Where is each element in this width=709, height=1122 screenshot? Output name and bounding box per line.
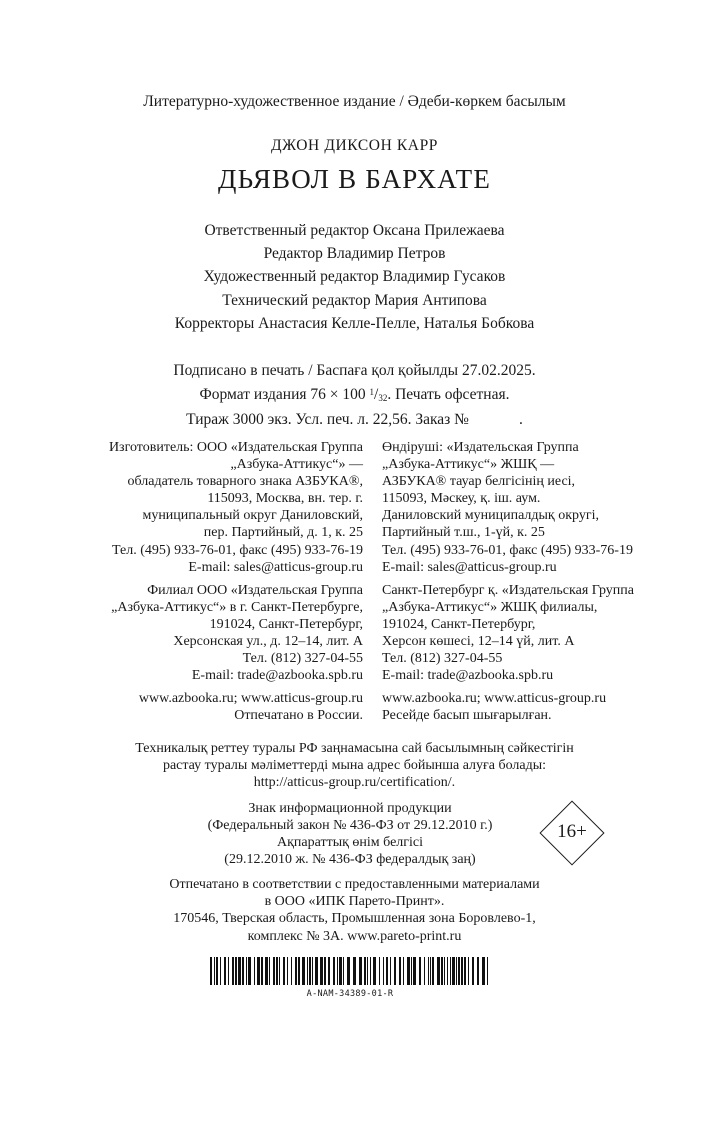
barcode-icon [210, 957, 490, 985]
format-line: Формат издания 76 × 100 $^1/_{32}$. Печать офсетная. [199, 385, 510, 403]
credit-line: Художественный редактор Владимир Гусаков [203, 268, 506, 286]
signed-for-print: Подписано в печать / Баспаға қол қойылды 27.02.2025. [173, 362, 536, 379]
branch-ru: Филиал ООО «Издательская Группа „Азбука-Аттикус“» в г. Санкт-Петербурге, 191024, Санкт-Петербург, Херсонская ул., д. 12–14, лит. А Тел. (812) 327-04-55 E-mail: trade@azbooka.spb.ru [111, 583, 363, 684]
credit-line: Ответственный редактор Оксана Прилежаева [204, 222, 505, 239]
credit-line: Корректоры Анастасия Келле-Пелле, Наталья Бобкова [174, 314, 535, 332]
edition-type: Литературно-художественное издание / Әдеби-көркем басылым [143, 93, 566, 110]
manufacturer-kz: Өндіруші: «Издательская Группа „Азбука-Аттикус“» ЖШҚ — АЗБУКА® тауар белгісінің иесі, 115093, Мәскеу, қ. іш. аум. Даниловский муниципалдық округі, Партийный т.ш., 1-үй, к. 25 Тел. (495) 933-76-01, факс (495) 933-76-19 E-mail: sales@atticus-group.ru [382, 440, 633, 575]
branch-kz: Санкт-Петербург қ. «Издательская Группа „Азбука-Аттикус“» ЖШҚ филиалы, 191024, Санкт-Петербург, Херсон көшесі, 12–14 үй, лит. А Тел. (812) 327-04-55 E-mail: trade@azbooka.spb.ru [382, 583, 634, 684]
certification-note: Техникалық реттеу туралы РФ заңнамасына сай басылымның сәйкестігін растау туралы мәліметтерді мына адрес бойынша алуға болады: http://atticus-group.ru/certification/. [135, 741, 574, 791]
credit-line: Редактор Владимир Петров [263, 245, 446, 263]
print-run: Тираж 3000 экз. Усл. печ. л. 22,56. Заказ № . [186, 411, 523, 428]
print-details [0, 360, 709, 431]
age-rating-label: 16+ [557, 821, 587, 842]
credit-line: Технический редактор Мария Антипова [222, 291, 487, 309]
manufacturer-ru: Изготовитель: ООО «Издательская Группа „Азбука-Аттикус“» — обладатель товарного знака АЗБУКА®, 115093, Москва, вн. тер. г. муниципальный округ Даниловский, пер. Партийный, д. 1, к. 25 Тел. (495) 933-76-01, факс (495) 933-76-19 E-mail: sales@atticus-group.ru [108, 440, 363, 575]
printing-house: Отпечатано в соответствии с предоставленными материалами в ООО «ИПК Парето-Принт». 170546, Тверская область, Промышленная зона Боровлево-1, комплекс № 3А. www.pareto-print.ru [169, 877, 540, 944]
editorial-credits [0, 219, 709, 335]
web-kz: www.azbooka.ru; www.atticus-group.ru Ресейде басып шығарылған. [382, 691, 607, 724]
book-title: ДЬЯВОЛ В БАРХАТЕ [217, 164, 492, 194]
book-author: ДЖОН ДИКСОН КАРР [270, 137, 439, 154]
web-ru: www.azbooka.ru; www.atticus-group.ru Отпечатано в России. [138, 691, 363, 724]
age-rating-badge [538, 799, 606, 867]
info-product-sign: Знак информационной продукции (Федеральный закон № 436-ФЗ от 29.12.2010 г.) Ақпараттық өнім белгісі (29.12.2010 ж. № 436-ФЗ федералдық заң) [207, 801, 493, 868]
barcode-label: A-NAM-34389-01-R [306, 989, 394, 999]
